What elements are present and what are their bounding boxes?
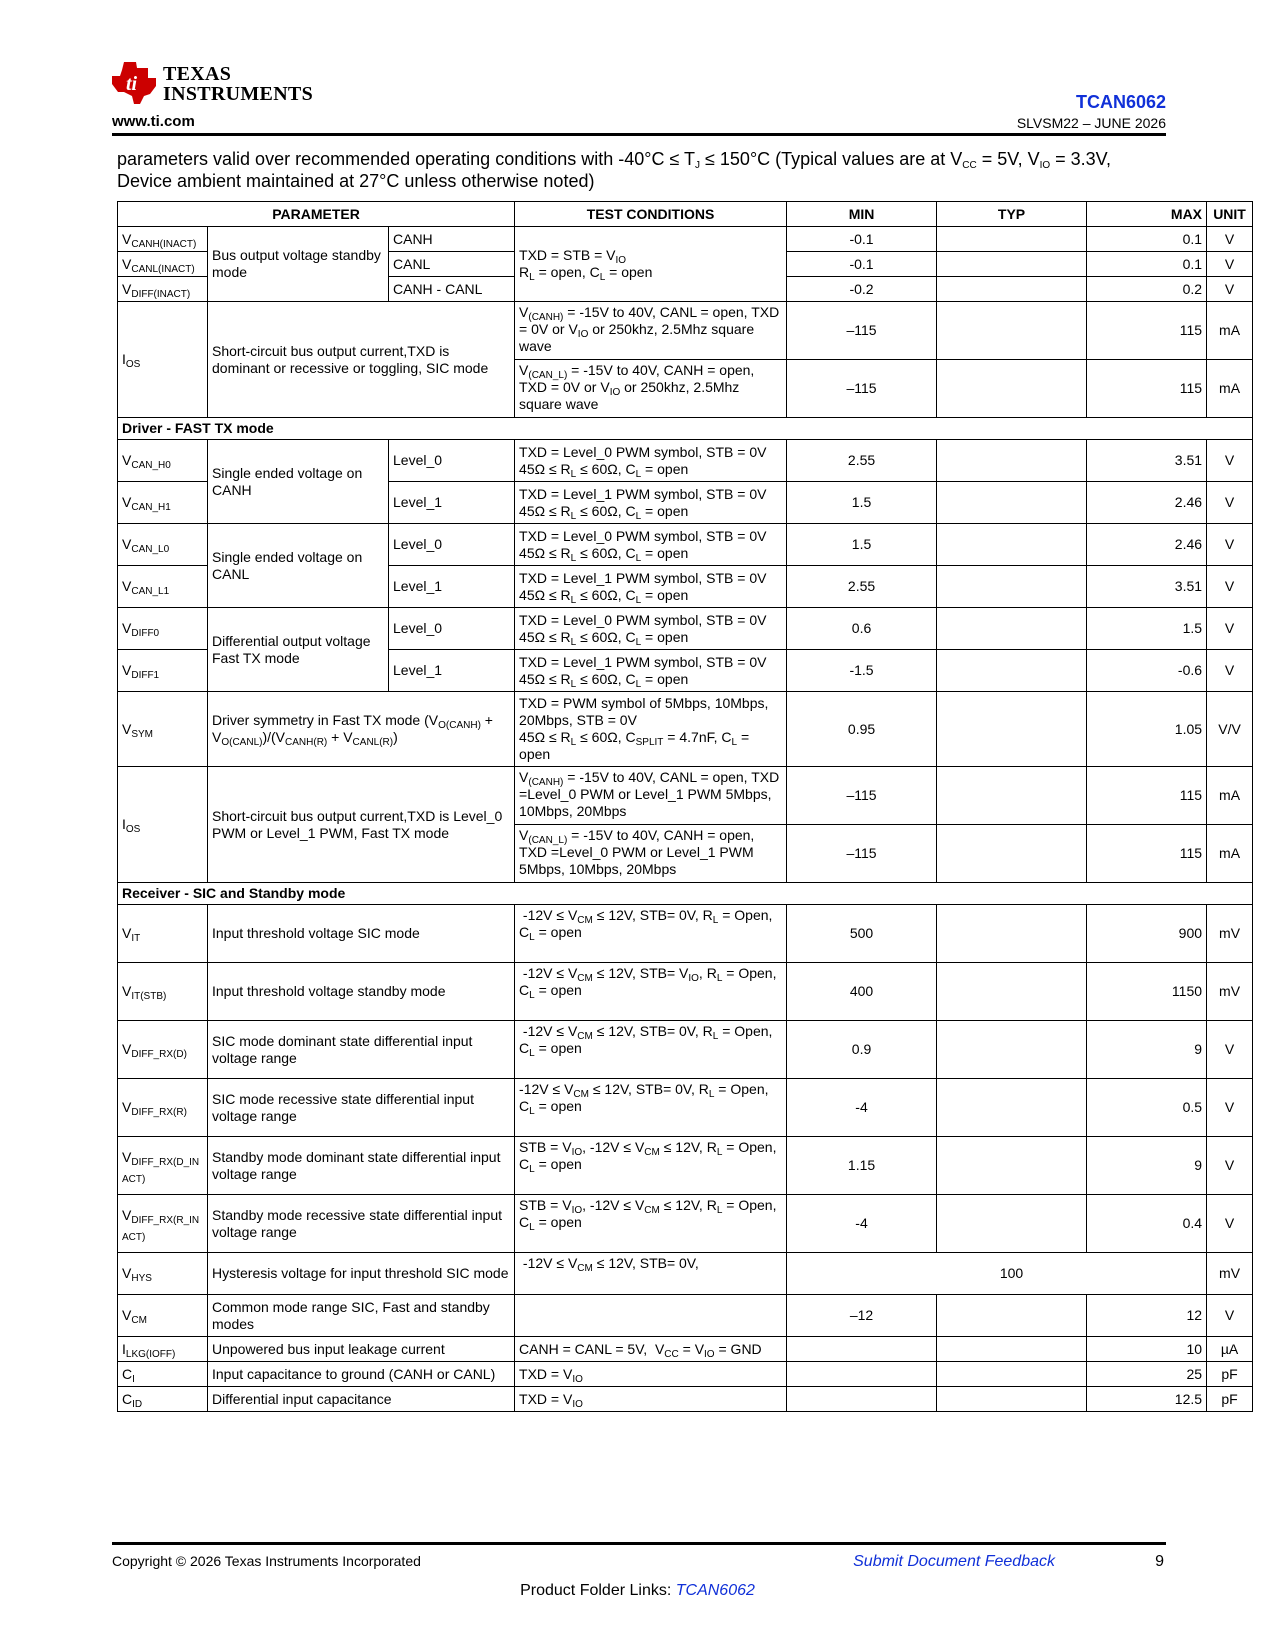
max-value: 1150 — [1087, 963, 1207, 1021]
table-row — [118, 1079, 1253, 1137]
unit: V — [1207, 1137, 1253, 1195]
test-condition: TXD = Level_1 PWM symbol, STB = 0V $45\Omega \le R_L \le 60\Omega$, $C_L$ = open — [515, 482, 787, 524]
max-value: 9 — [1087, 1137, 1207, 1195]
sub-parameter: Level_1 — [389, 482, 515, 524]
test-condition: TXD = $V_{IO}$ — [515, 1362, 787, 1387]
test-condition — [515, 1295, 787, 1337]
symbol: $V_{DIFF\_RX(D)}$ — [118, 1021, 208, 1079]
typ-value — [937, 524, 1087, 566]
typ-value — [937, 1021, 1087, 1079]
min-value — [787, 1362, 937, 1387]
table-row — [118, 1253, 1253, 1295]
website-link[interactable]: www.ti.com — [112, 113, 195, 130]
min-value: 1.5 — [787, 524, 937, 566]
min-value: 0.95 — [787, 692, 937, 767]
min-value: –115 — [787, 767, 937, 825]
test-condition: STB = $V_{IO}$, $-12V \le V_{CM} \le 12V$, $R_L$ = Open, $C_L$ = open — [515, 1137, 787, 1195]
max-value: 0.4 — [1087, 1195, 1207, 1253]
min-value: 2.55 — [787, 566, 937, 608]
typ-value — [937, 1295, 1087, 1337]
test-condition: TXD = Level_1 PWM symbol, STB = 0V $45\Omega \le R_L \le 60\Omega$, $C_L$ = open — [515, 566, 787, 608]
max-value: 12.5 — [1087, 1387, 1207, 1412]
unit: V — [1207, 608, 1253, 650]
test-condition: $-12V \le V_{CM} \le 12V$, STB= 0V, $R_L$ = Open, $C_L$ = open — [515, 1079, 787, 1137]
typ-value — [937, 440, 1087, 482]
table-row — [118, 767, 1253, 825]
page-number: 9 — [1155, 1553, 1164, 1570]
doc-id: SLVSM22 – JUNE 2026 — [1016, 115, 1166, 131]
ti-bug-icon — [110, 60, 162, 108]
parameter-desc: Input threshold voltage SIC mode — [208, 905, 515, 963]
min-value: –115 — [787, 302, 937, 360]
typ-value — [937, 302, 1087, 360]
max-value: 0.1 — [1087, 252, 1207, 277]
typ-value — [937, 1337, 1087, 1362]
max-value: -0.6 — [1087, 650, 1207, 692]
unit: V — [1207, 227, 1253, 252]
typ-value — [937, 277, 1087, 302]
min-value: -0.1 — [787, 252, 937, 277]
min-value: 1.15 — [787, 1137, 937, 1195]
parameter-desc: Driver symmetry in Fast TX mode $(V_{O(CANH)} + V_{O(CANL)})/(V_{CANH(R)} + V_{CANL(R)})$ — [208, 692, 515, 767]
table-row — [118, 1137, 1253, 1195]
typ-value — [937, 252, 1087, 277]
parameter-desc: Single ended voltage on CANH — [208, 440, 389, 524]
parameter-desc: Common mode range SIC, Fast and standby modes — [208, 1295, 515, 1337]
unit: mA — [1207, 302, 1253, 360]
max-value: 900 — [1087, 905, 1207, 963]
min-value: –115 — [787, 360, 937, 418]
submit-feedback-link[interactable]: Submit Document Feedback — [853, 1553, 1055, 1570]
parameter-desc: Single ended voltage on CANL — [208, 524, 389, 608]
typ-value — [937, 1137, 1087, 1195]
test-condition: TXD = PWM symbol of 5Mbps, 10Mbps, 20Mbps, STB = 0V $45\Omega \le R_L \le 60\Omega$, $C_{SPLIT} = 4.7nF$, $C_L$ = open — [515, 692, 787, 767]
max-value: 9 — [1087, 1021, 1207, 1079]
parameter-desc: Hysteresis voltage for input threshold SIC mode — [208, 1253, 515, 1295]
symbol: $V_{IT(STB)}$ — [118, 963, 208, 1021]
parameter-desc: Input threshold voltage standby mode — [208, 963, 515, 1021]
unit: V — [1207, 482, 1253, 524]
typ-value — [937, 608, 1087, 650]
table-row — [118, 524, 1253, 566]
max-value: 2.46 — [1087, 524, 1207, 566]
footer-rule — [112, 1542, 1166, 1545]
intro-text: parameters valid over recommended operating conditions with $-40^\circ C \le T_J \le 150^\circ C$ (Typical values are at $V_{CC} = 5V$, $V_{IO} = 3.3V$, Device ambient maintained at 27°C unless otherwise noted) — [117, 149, 1112, 191]
sub-parameter: CANL — [389, 252, 515, 277]
table-row — [118, 1387, 1253, 1412]
unit: mA — [1207, 825, 1253, 883]
symbol: $C_{ID}$ — [118, 1387, 208, 1412]
table-row — [118, 227, 1253, 252]
brand-line2: INSTRUMENTS — [163, 83, 313, 105]
max-value: 0.2 — [1087, 277, 1207, 302]
typ-value — [937, 360, 1087, 418]
typ-value — [937, 482, 1087, 524]
symbol: $V_{HYS}$ — [118, 1253, 208, 1295]
min-value: -0.1 — [787, 227, 937, 252]
header-min: MIN — [787, 202, 937, 227]
parameter-desc: Short-circuit bus output current,TXD is dominant or recessive or toggling, SIC mode — [208, 302, 515, 418]
unit: V — [1207, 1295, 1253, 1337]
typ-value — [937, 1362, 1087, 1387]
symbol: $V_{CAN\_L0}$ — [118, 524, 208, 566]
test-condition: $-12V \le V_{CM} \le 12V$, STB= 0V, $R_L$ = Open, $C_L$ = open — [515, 905, 787, 963]
unit: V/V — [1207, 692, 1253, 767]
sub-parameter: Level_0 — [389, 440, 515, 482]
test-condition: $-12V \le V_{CM} \le 12V$, STB= 0V, — [515, 1253, 787, 1295]
test-condition: TXD = $V_{IO}$ — [515, 1387, 787, 1412]
max-value: 115 — [1087, 302, 1207, 360]
min-value: -1.5 — [787, 650, 937, 692]
symbol: $V_{DIFF1}$ — [118, 650, 208, 692]
copyright: Copyright © 2026 Texas Instruments Incorporated — [112, 1553, 421, 1569]
max-value: 3.51 — [1087, 440, 1207, 482]
min-value — [787, 1387, 937, 1412]
min-value: 0.6 — [787, 608, 937, 650]
test-condition: TXD = Level_0 PWM symbol, STB = 0V $45\Omega \le R_L \le 60\Omega$, $C_L$ = open — [515, 440, 787, 482]
unit: mA — [1207, 360, 1253, 418]
test-condition: $V_{(CANH)} = -15V$ to 40V, CANL = open, TXD =Level_0 PWM or Level_1 PWM 5Mbps, 10Mbps, 20Mbps — [515, 767, 787, 825]
symbol: $V_{DIFF\_RX(R\_IN}$ $_{ACT)}$ — [118, 1195, 208, 1253]
test-condition: $V_{(CANH)} = -15V$ to 40V, CANL = open, TXD = 0V or $V_{IO}$ or 250khz, 2.5Mhz square wave — [515, 302, 787, 360]
typ-value — [937, 1079, 1087, 1137]
typ-value — [937, 1387, 1087, 1412]
electrical-characteristics-table — [117, 201, 1253, 1412]
min-value: 0.9 — [787, 1021, 937, 1079]
test-condition: TXD = Level_0 PWM symbol, STB = 0V $45\Omega \le R_L \le 60\Omega$, $C_L$ = open — [515, 608, 787, 650]
header-test-conditions: TEST CONDITIONS — [515, 202, 787, 227]
max-value: 1.05 — [1087, 692, 1207, 767]
min-value: -4 — [787, 1195, 937, 1253]
unit: mV — [1207, 963, 1253, 1021]
parameter-desc: SIC mode dominant state differential input voltage range — [208, 1021, 515, 1079]
product-links-label: Product Folder Links: — [520, 1582, 676, 1599]
typ-value — [937, 1195, 1087, 1253]
min-value: –115 — [787, 825, 937, 883]
table-row — [118, 440, 1253, 482]
symbol: $V_{CANH(INACT)}$ — [118, 227, 208, 252]
sub-parameter: Level_1 — [389, 650, 515, 692]
product-link[interactable]: TCAN6062 — [675, 1582, 755, 1599]
table-row — [118, 302, 1253, 360]
brand-wordmark — [163, 64, 313, 104]
header-rule — [112, 133, 1166, 136]
header-max: MAX — [1087, 202, 1207, 227]
parameter-desc: Differential input capacitance — [208, 1387, 515, 1412]
symbol: $V_{CANL(INACT)}$ — [118, 252, 208, 277]
min-value — [787, 1253, 937, 1295]
unit: V — [1207, 650, 1253, 692]
parameter-desc: Standby mode dominant state differential input voltage range — [208, 1137, 515, 1195]
symbol: $V_{DIFF\_RX(D\_IN}$ $_{ACT)}$ — [118, 1137, 208, 1195]
test-condition: TXD = Level_0 PWM symbol, STB = 0V $45\Omega \le R_L \le 60\Omega$, $C_L$ = open — [515, 524, 787, 566]
typ-value — [937, 767, 1087, 825]
unit: V — [1207, 566, 1253, 608]
table-row — [118, 1337, 1253, 1362]
symbol: $I_{OS}$ — [118, 767, 208, 883]
max-value: 10 — [1087, 1337, 1207, 1362]
typ-value — [937, 905, 1087, 963]
typ-value: 100 — [937, 1253, 1087, 1295]
max-value: 115 — [1087, 825, 1207, 883]
typ-value — [937, 692, 1087, 767]
section-row — [118, 418, 1253, 440]
symbol: $V_{DIFF\_RX(R)}$ — [118, 1079, 208, 1137]
test-condition: TXD = Level_1 PWM symbol, STB = 0V $45\Omega \le R_L \le 60\Omega$, $C_L$ = open — [515, 650, 787, 692]
typ-value — [937, 227, 1087, 252]
typ-value — [937, 566, 1087, 608]
unit: V — [1207, 440, 1253, 482]
symbol: $V_{CAN\_L1}$ — [118, 566, 208, 608]
table-row — [118, 1295, 1253, 1337]
table-row — [118, 1362, 1253, 1387]
min-value: -4 — [787, 1079, 937, 1137]
min-value: -0.2 — [787, 277, 937, 302]
symbol: $C_I$ — [118, 1362, 208, 1387]
unit: pF — [1207, 1387, 1253, 1412]
test-condition: $V_{(CAN\_L)} = -15V$ to 40V, CANH = open, TXD =Level_0 PWM or Level_1 PWM 5Mbps, 10Mbps, 20Mbps — [515, 825, 787, 883]
header-typ: TYP — [937, 202, 1087, 227]
table-row — [118, 692, 1253, 767]
test-condition: $V_{(CAN\_L)} = -15V$ to 40V, CANH = open, TXD = 0V or $V_{IO}$ or 250khz, 2.5Mhz square wave — [515, 360, 787, 418]
table-header-row — [118, 202, 1253, 227]
section-row — [118, 883, 1253, 905]
unit: mV — [1207, 1253, 1253, 1295]
sub-parameter: CANH — [389, 227, 515, 252]
symbol: $I_{LKG(IOFF)}$ — [118, 1337, 208, 1362]
max-value: 1.5 — [1087, 608, 1207, 650]
unit: V — [1207, 524, 1253, 566]
parameter-desc: Standby mode recessive state differential input voltage range — [208, 1195, 515, 1253]
min-value: 2.55 — [787, 440, 937, 482]
unit: µA — [1207, 1337, 1253, 1362]
brand-line1: TEXAS — [163, 63, 232, 85]
parameter-desc: Bus output voltage standby mode — [208, 227, 389, 302]
unit: mV — [1207, 905, 1253, 963]
symbol: $V_{DIFF0}$ — [118, 608, 208, 650]
test-condition: STB = $V_{IO}$, $-12V \le V_{CM} \le 12V$, $R_L$ = Open, $C_L$ = open — [515, 1195, 787, 1253]
unit: V — [1207, 1079, 1253, 1137]
max-value — [1087, 1253, 1207, 1295]
parameter-desc: Input capacitance to ground (CANH or CANL) — [208, 1362, 515, 1387]
sub-parameter: CANH - CANL — [389, 277, 515, 302]
max-value: 0.1 — [1087, 227, 1207, 252]
sub-parameter: Level_0 — [389, 524, 515, 566]
section-title: Receiver - SIC and Standby mode — [118, 883, 1253, 905]
typ-value — [937, 650, 1087, 692]
table-row — [118, 608, 1253, 650]
unit: V — [1207, 1195, 1253, 1253]
sub-parameter: Level_1 — [389, 566, 515, 608]
product-folder-links — [0, 1582, 1275, 1600]
section-title: Driver - FAST TX mode — [118, 418, 1253, 440]
max-value: 25 — [1087, 1362, 1207, 1387]
test-condition: CANH = CANL = 5V, $V_{CC} = V_{IO}$ = GND — [515, 1337, 787, 1362]
symbol: $V_{IT}$ — [118, 905, 208, 963]
table-row — [118, 905, 1253, 963]
typ-value — [937, 963, 1087, 1021]
unit: V — [1207, 1021, 1253, 1079]
parameter-desc: Differential output voltage Fast TX mode — [208, 608, 389, 692]
svg-text:ti: ti — [126, 73, 138, 95]
min-value — [787, 1337, 937, 1362]
unit: pF — [1207, 1362, 1253, 1387]
symbol: $V_{DIFF(INACT)}$ — [118, 277, 208, 302]
symbol: $V_{CAN\_H0}$ — [118, 440, 208, 482]
min-value: –12 — [787, 1295, 937, 1337]
table-row — [118, 963, 1253, 1021]
max-value: 12 — [1087, 1295, 1207, 1337]
unit: V — [1207, 277, 1253, 302]
typ-value — [937, 825, 1087, 883]
header-parameter: PARAMETER — [118, 202, 515, 227]
part-number-link[interactable]: TCAN6062 — [1075, 92, 1166, 112]
max-value: 2.46 — [1087, 482, 1207, 524]
symbol: $I_{OS}$ — [118, 302, 208, 418]
parameter-desc: Short-circuit bus output current,TXD is Level_0 PWM or Level_1 PWM, Fast TX mode — [208, 767, 515, 883]
max-value: 115 — [1087, 360, 1207, 418]
unit: mA — [1207, 767, 1253, 825]
sub-parameter: Level_0 — [389, 608, 515, 650]
min-value: 500 — [787, 905, 937, 963]
max-value: 0.5 — [1087, 1079, 1207, 1137]
table-row — [118, 1195, 1253, 1253]
min-value: 1.5 — [787, 482, 937, 524]
test-condition: $-12V \le V_{CM} \le 12V$, $STB= V_{IO}$, $R_L$ = Open, $C_L$ = open — [515, 963, 787, 1021]
symbol: $V_{SYM}$ — [118, 692, 208, 767]
unit: V — [1207, 252, 1253, 277]
max-value: 3.51 — [1087, 566, 1207, 608]
table-row — [118, 1021, 1253, 1079]
max-value: 115 — [1087, 767, 1207, 825]
parameter-desc: SIC mode recessive state differential input voltage range — [208, 1079, 515, 1137]
test-condition: $-12V \le V_{CM} \le 12V$, STB= 0V, $R_L$ = Open, $C_L$ = open — [515, 1021, 787, 1079]
test-condition: TXD = STB = $V_{IO}$ $R_L$ = open, $C_L$ = open — [515, 227, 787, 302]
min-value: 400 — [787, 963, 937, 1021]
symbol: $V_{CM}$ — [118, 1295, 208, 1337]
header-unit: UNIT — [1207, 202, 1253, 227]
symbol: $V_{CAN\_H1}$ — [118, 482, 208, 524]
parameter-desc: Unpowered bus input leakage current — [208, 1337, 515, 1362]
